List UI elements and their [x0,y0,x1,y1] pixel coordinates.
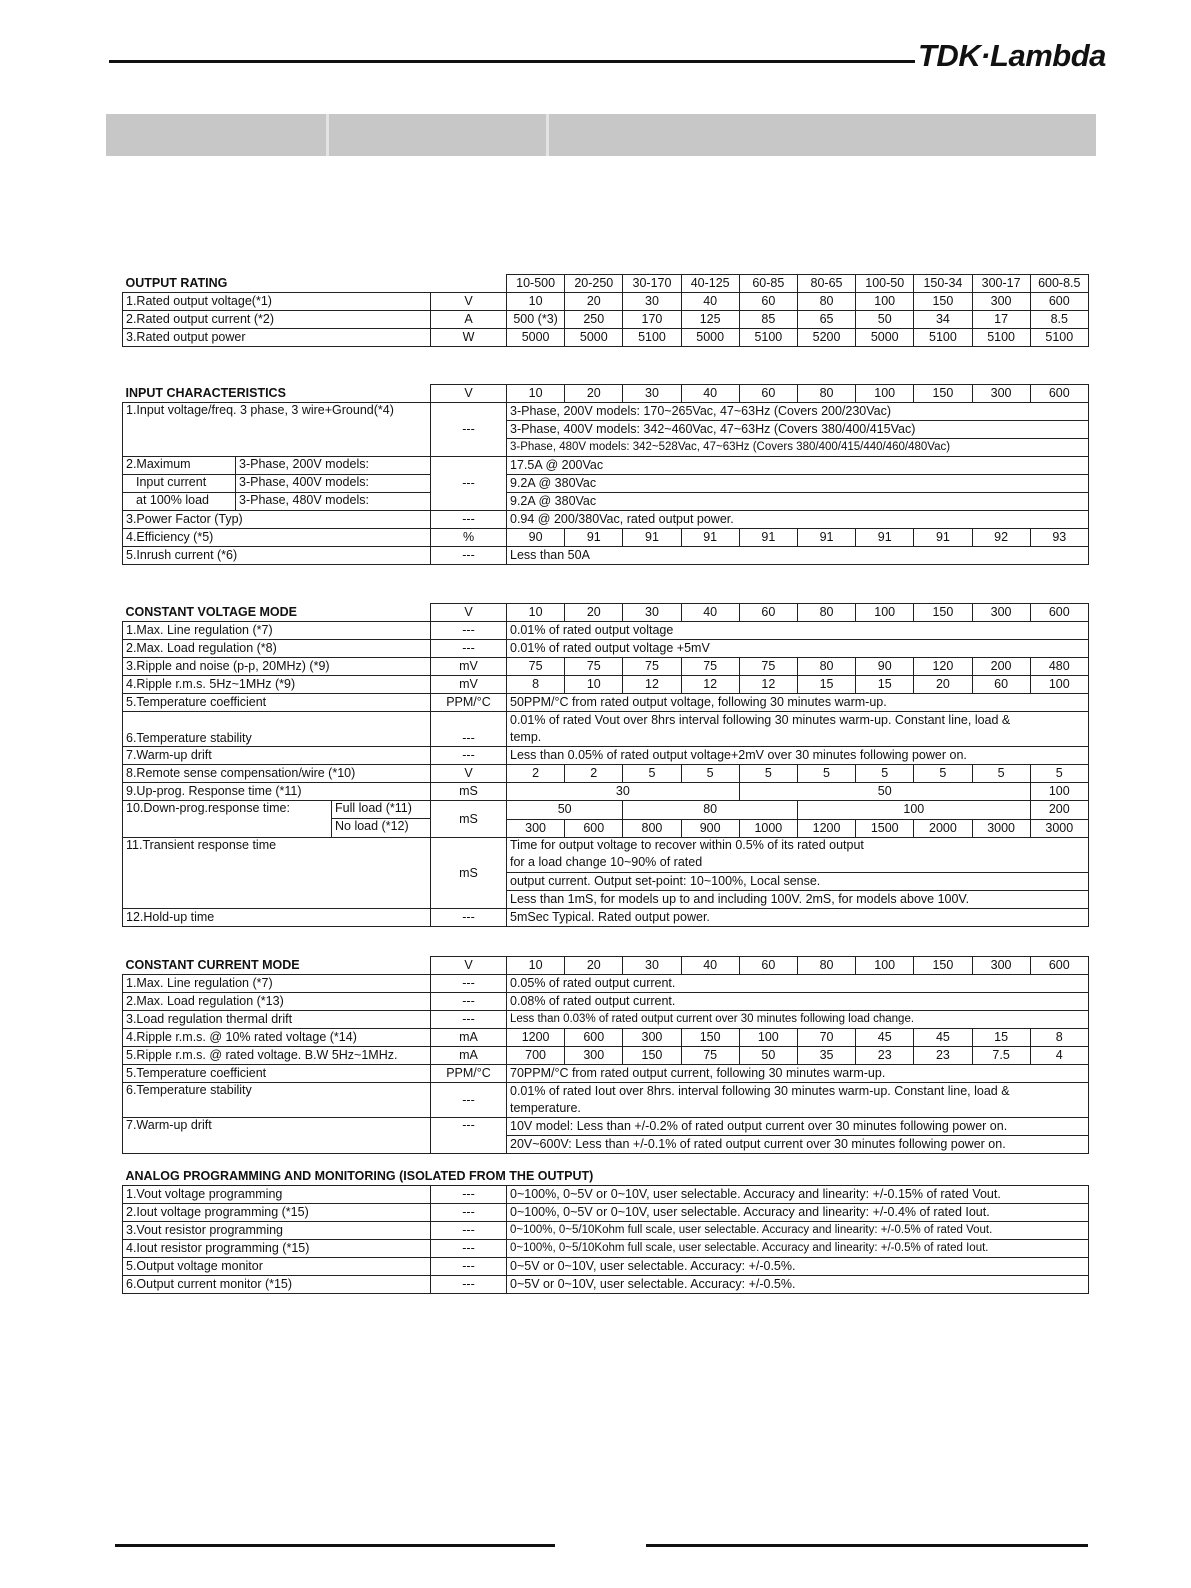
value-cell: 5100 [739,329,797,347]
model-header: 300 [972,957,1030,975]
cv-title: CONSTANT VOLTAGE MODE [123,604,431,622]
unit-cell: mS [431,838,507,909]
value-cell: 150 [914,293,972,311]
max-current-caption: Input current [136,475,207,489]
model-header: 10 [507,385,565,403]
max-current-label [123,457,431,475]
value-cell: 23 [914,1047,972,1065]
value-cell: 900 [681,819,739,838]
cv-temp-stab-value: 0.01% of rated Vout over 8hrs interval following 30 minutes warm-up. Constant line, load & temp. [507,712,1089,747]
value-cell: 100 [739,1029,797,1047]
cc-ripple10-label: 4.Ripple r.m.s. @ 10% rated voltage (*14) [123,1029,431,1047]
cv-load-reg-value: 0.01% of rated output voltage +5mV [507,640,1089,658]
value-cell: 5 [797,765,855,783]
cc-load-reg-value: 0.08% of rated output current. [507,993,1089,1011]
input-voltage-line: 3-Phase, 480V models: 342~528Vac, 47~63Hz (Covers 380/400/415/440/460/480Vac) [507,439,1089,457]
value-cell: 1200 [507,1029,565,1047]
value-cell: 5 [856,765,914,783]
max-current-caption: at 100% load [136,493,209,507]
cc-title: CONSTANT CURRENT MODE [123,957,431,975]
input-characteristics-table [122,384,1089,565]
unit-cell: --- [431,1204,507,1222]
value-cell: 100 [1030,783,1088,801]
value-cell: 8 [507,676,565,694]
unit-cell: V [431,765,507,783]
value-cell: 1000 [739,819,797,838]
value-cell: 100 [1030,676,1088,694]
cc-warmup-line: 20V~600V: Less than +/-0.1% of rated output current over 30 minutes following power on. [507,1136,1089,1154]
model-header: 600 [1030,385,1088,403]
analog-row-label: 3.Vout resistor programming [123,1222,431,1240]
input-voltage-line: 3-Phase, 400V models: 342~460Vac, 47~63Hz (Covers 380/400/415Vac) [507,421,1089,439]
transient-line: Time for output voltage to recover within 0.5% of its rated output [510,838,864,852]
unit-cell: PPM/°C [431,1065,507,1083]
power-factor-value: 0.94 @ 200/380Vac, rated output power. [507,511,1089,529]
value-cell: 700 [507,1047,565,1065]
cv-downprog-label [123,801,431,838]
value-cell: 17 [972,311,1030,329]
cv-ripple-rms-label: 4.Ripple r.m.s. 5Hz~1MHz (*9) [123,676,431,694]
cv-ripple-pp-label: 3.Ripple and noise (p-p, 20MHz) (*9) [123,658,431,676]
max-current-label [123,493,431,511]
cv-holdup-value: 5mSec Typical. Rated output power. [507,909,1089,927]
unit-cell: --- [431,747,507,765]
cc-warmup-line: 10V model: Less than +/-0.2% of rated output current over 30 minutes following power on. [507,1118,1089,1136]
model-header: 20 [565,957,623,975]
unit-cell: A [431,311,507,329]
downprog-caption: 10.Down-prog.response time: [126,801,290,815]
output-row-label: 1.Rated output voltage(*1) [123,293,431,311]
value-cell: 1500 [856,819,914,838]
cc-thermal-label: 3.Load regulation thermal drift [123,1011,431,1029]
value-cell: 3000 [972,819,1030,838]
cc-temp-stab-label: 6.Temperature stability [123,1083,431,1118]
model-header: 40 [681,385,739,403]
cv-warmup-value: Less than 0.05% of rated output voltage+2mV over 30 minutes following power on. [507,747,1089,765]
value-cell: 10 [507,293,565,311]
model-header: 30-170 [623,275,681,293]
model-header: 600-8.5 [1030,275,1088,293]
cc-thermal-value: Less than 0.03% of rated output current over 30 minutes following load change. [507,1011,1089,1029]
value-cell: 250 [565,311,623,329]
model-header: 150 [914,604,972,622]
value-cell: 90 [507,529,565,547]
value-cell: 8 [1030,1029,1088,1047]
value-cell: 5100 [972,329,1030,347]
efficiency-label: 4.Efficiency (*5) [123,529,431,547]
unit-cell: --- [431,457,507,511]
unit-cell: --- [431,1118,507,1154]
analog-row-value: 0~5V or 0~10V, user selectable. Accuracy: +/-0.5%. [507,1276,1089,1294]
value-cell: 600 [1030,293,1088,311]
value-cell: 2 [507,765,565,783]
input-voltage-line: 3-Phase, 200V models: 170~265Vac, 47~63Hz (Covers 200/230Vac) [507,403,1089,421]
cc-line-reg-label: 1.Max. Line regulation (*7) [123,975,431,993]
model-header: 300 [972,385,1030,403]
inrush-label: 5.Inrush current (*6) [123,547,431,565]
model-header: 40 [681,957,739,975]
value-cell: 125 [681,311,739,329]
cv-line-reg-value: 0.01% of rated output voltage [507,622,1089,640]
value-cell: 91 [565,529,623,547]
value-cell: 20 [914,676,972,694]
value-cell: 80 [797,658,855,676]
value-cell: 80 [797,293,855,311]
model-header: 100 [856,385,914,403]
value-cell: 500 (*3) [507,311,565,329]
model-header: 100-50 [856,275,914,293]
model-header: 20 [565,385,623,403]
value-cell: 480 [1030,658,1088,676]
cv-temp-coef-label: 5.Temperature coefficient [123,694,431,712]
model-header: 30 [623,385,681,403]
model-header: 30 [623,957,681,975]
value-cell: 20 [565,293,623,311]
power-factor-label: 3.Power Factor (Typ) [123,511,431,529]
value-cell: 80 [623,801,798,820]
cc-temp-coef-label: 5.Temperature coefficient [123,1065,431,1083]
value-cell: 800 [623,819,681,838]
unit-cell: V [431,957,507,975]
model-header: 20-250 [565,275,623,293]
value-cell: 5200 [797,329,855,347]
cv-holdup-label: 12.Hold-up time [123,909,431,927]
phase-model-label: 3-Phase, 480V models: [235,493,430,510]
analog-programming-table [122,1168,1089,1294]
transient-line: output current. Output set-point: 10~100%, Local sense. [507,873,1089,891]
value-cell: 12 [739,676,797,694]
footer-rule-left [115,1544,555,1547]
model-header: 60 [739,604,797,622]
value-cell: 1200 [797,819,855,838]
cv-temp-coef-value: 50PPM/°C from rated output voltage, following 30 minutes warm-up. [507,694,1089,712]
value-cell: 10 [565,676,623,694]
value-cell: 150 [623,1047,681,1065]
cv-transient-value [507,838,1089,873]
cv-temp-stab-label: 6.Temperature stability [123,712,431,747]
model-header: 300-17 [972,275,1030,293]
unit-cell: mA [431,1047,507,1065]
model-header: 80 [797,385,855,403]
value-cell: 8.5 [1030,311,1088,329]
unit-cell: W [431,329,507,347]
value-cell: 75 [739,658,797,676]
unit-cell: --- [431,1258,507,1276]
model-header: 40-125 [681,275,739,293]
model-header: 600 [1030,957,1088,975]
value-cell: 34 [914,311,972,329]
analog-row-value: 0~100%, 0~5V or 0~10V, user selectable. Accuracy and linearity: +/-0.15% of rated Vout. [507,1186,1089,1204]
value-cell: 5 [1030,765,1088,783]
unit-cell: % [431,529,507,547]
unit-cell: V [431,385,507,403]
value-cell: 91 [856,529,914,547]
analog-row-label: 4.Iout resistor programming (*15) [123,1240,431,1258]
cc-warmup-label: 7.Warm-up drift [123,1118,431,1154]
model-header: 20 [565,604,623,622]
max-current-value: 17.5A @ 200Vac [507,457,1089,475]
full-load-label: Full load (*11) [332,801,430,819]
value-cell: 92 [972,529,1030,547]
value-cell: 60 [972,676,1030,694]
value-cell: 12 [681,676,739,694]
value-cell: 5 [914,765,972,783]
value-cell: 23 [856,1047,914,1065]
analog-row-label: 6.Output current monitor (*15) [123,1276,431,1294]
cv-transient-label: 11.Transient response time [123,838,431,909]
unit-cell: --- [431,1083,507,1118]
unit-cell: mV [431,676,507,694]
unit-cell: --- [431,1011,507,1029]
value-cell: 170 [623,311,681,329]
unit-cell: --- [431,1222,507,1240]
model-header: 80 [797,957,855,975]
value-cell: 5100 [1030,329,1088,347]
unit-cell: --- [431,1186,507,1204]
output-rating-title: OUTPUT RATING [123,275,431,293]
value-cell: 91 [681,529,739,547]
analog-title: ANALOG PROGRAMMING AND MONITORING (ISOLATED FROM THE OUTPUT) [123,1168,1089,1186]
value-cell: 15 [972,1029,1030,1047]
output-rating-table [122,274,1089,347]
unit-cell: --- [431,1240,507,1258]
unit-cell: --- [431,909,507,927]
cv-remote-sense-label: 8.Remote sense compensation/wire (*10) [123,765,431,783]
value-cell: 90 [856,658,914,676]
analog-row-value: 0~100%, 0~5/10Kohm full scale, user selectable. Accuracy and linearity: +/-0.5% of rated Vout. [507,1222,1089,1240]
value-cell: 93 [1030,529,1088,547]
no-load-label: No load (*12) [335,819,409,833]
value-cell: 4 [1030,1047,1088,1065]
analog-row-label: 1.Vout voltage programming [123,1186,431,1204]
value-cell: 300 [507,819,565,838]
model-header: 60 [739,385,797,403]
cc-load-reg-label: 2.Max. Load regulation (*13) [123,993,431,1011]
unit-cell: V [431,293,507,311]
value-cell: 600 [565,819,623,838]
analog-row-value: 0~100%, 0~5V or 0~10V, user selectable. Accuracy and linearity: +/-0.4% of rated Iout. [507,1204,1089,1222]
model-header: 100 [856,604,914,622]
value-cell: 100 [856,293,914,311]
value-cell: 50 [739,783,1030,801]
inrush-value: Less than 50A [507,547,1089,565]
header-rule [109,60,915,63]
constant-voltage-table [122,603,1089,927]
value-cell: 75 [681,658,739,676]
model-header: 150-34 [914,275,972,293]
cc-line-reg-value: 0.05% of rated output current. [507,975,1089,993]
unit-cell: --- [431,622,507,640]
value-cell: 45 [856,1029,914,1047]
cc-temp-stab-value: 0.01% of rated Iout over 8hrs. interval following 30 minutes warm-up. Constant line, load & temperature. [507,1083,1089,1118]
cv-line-reg-label: 1.Max. Line regulation (*7) [123,622,431,640]
value-cell: 5 [681,765,739,783]
value-cell: 2 [565,765,623,783]
value-cell: 300 [565,1047,623,1065]
model-header: 60-85 [739,275,797,293]
cv-warmup-label: 7.Warm-up drift [123,747,431,765]
value-cell: 45 [914,1029,972,1047]
value-cell: 15 [797,676,855,694]
model-header: 30 [623,604,681,622]
model-header: 150 [914,957,972,975]
max-current-caption: 2.Maximum [126,457,191,471]
value-cell: 5 [972,765,1030,783]
unit-cell: V [431,604,507,622]
analog-row-value: 0~5V or 0~10V, user selectable. Accuracy: +/-0.5%. [507,1258,1089,1276]
value-cell: 5000 [856,329,914,347]
model-header: 10 [507,957,565,975]
footer-rule-right [646,1544,1088,1547]
value-cell: 300 [972,293,1030,311]
section-title-band [106,114,1096,156]
input-voltage-label: 1.Input voltage/freq. 3 phase, 3 wire+Ground(*4) [123,403,431,457]
cc-temp-coef-value: 70PPM/°C from rated output current, following 30 minutes warm-up. [507,1065,1089,1083]
model-header: 300 [972,604,1030,622]
value-cell: 50 [507,801,623,820]
value-cell: 200 [972,658,1030,676]
max-current-value: 9.2A @ 380Vac [507,475,1089,493]
model-header: 80 [797,604,855,622]
cv-upprog-label: 9.Up-prog. Response time (*11) [123,783,431,801]
value-cell: 30 [623,293,681,311]
unit-cell [431,275,507,293]
model-header: 600 [1030,604,1088,622]
value-cell: 75 [507,658,565,676]
unit-cell: --- [431,975,507,993]
transient-line: for a load change 10~90% of rated [510,855,703,869]
unit-cell: --- [431,712,507,747]
max-current-label [123,475,431,493]
value-cell: 35 [797,1047,855,1065]
value-cell: 300 [623,1029,681,1047]
transient-line: Less than 1mS, for models up to and including 100V. 2mS, for models above 100V. [507,891,1089,909]
max-current-value: 9.2A @ 380Vac [507,493,1089,511]
model-header: 10 [507,604,565,622]
value-cell: 120 [914,658,972,676]
model-header: 150 [914,385,972,403]
cv-load-reg-label: 2.Max. Load regulation (*8) [123,640,431,658]
value-cell: 3000 [1030,819,1088,838]
analog-row-label: 2.Iout voltage programming (*15) [123,1204,431,1222]
value-cell: 5000 [507,329,565,347]
unit-cell: mV [431,658,507,676]
value-cell: 91 [797,529,855,547]
unit-cell: --- [431,547,507,565]
value-cell: 75 [681,1047,739,1065]
value-cell: 600 [565,1029,623,1047]
phase-model-label: 3-Phase, 400V models: [235,475,430,492]
value-cell: 91 [914,529,972,547]
value-cell: 50 [739,1047,797,1065]
value-cell: 91 [623,529,681,547]
value-cell: 200 [1030,801,1088,820]
value-cell: 5100 [623,329,681,347]
value-cell: 150 [681,1029,739,1047]
output-row-label: 3.Rated output power [123,329,431,347]
value-cell: 15 [856,676,914,694]
unit-cell: mA [431,1029,507,1047]
unit-cell: --- [431,511,507,529]
cc-ripple-rated-label: 5.Ripple r.m.s. @ rated voltage. B.W 5Hz~1MHz. [123,1047,431,1065]
value-cell: 75 [623,658,681,676]
value-cell: 60 [739,293,797,311]
value-cell: 5000 [565,329,623,347]
phase-model-label: 3-Phase, 200V models: [235,457,430,474]
unit-cell: --- [431,1276,507,1294]
model-header: 60 [739,957,797,975]
value-cell: 2000 [914,819,972,838]
input-title: INPUT CHARACTERISTICS [123,385,431,403]
unit-cell: mS [431,801,507,838]
value-cell: 70 [797,1029,855,1047]
value-cell: 7.5 [972,1047,1030,1065]
value-cell: 91 [739,529,797,547]
analog-row-value: 0~100%, 0~5/10Kohm full scale, user selectable. Accuracy and linearity: +/-0.5% of rated Iout. [507,1240,1089,1258]
value-cell: 5000 [681,329,739,347]
value-cell: 5100 [914,329,972,347]
constant-current-table [122,956,1089,1154]
unit-cell: mS [431,783,507,801]
analog-row-label: 5.Output voltage monitor [123,1258,431,1276]
value-cell: 85 [739,311,797,329]
value-cell: 75 [565,658,623,676]
model-header: 80-65 [797,275,855,293]
value-cell: 30 [507,783,740,801]
value-cell: 12 [623,676,681,694]
value-cell: 5 [739,765,797,783]
value-cell: 100 [797,801,1030,820]
unit-cell: --- [431,403,507,457]
unit-cell: --- [431,640,507,658]
model-header: 10-500 [507,275,565,293]
value-cell: 65 [797,311,855,329]
unit-cell: PPM/°C [431,694,507,712]
model-header: 40 [681,604,739,622]
value-cell: 5 [623,765,681,783]
value-cell: 50 [856,311,914,329]
output-row-label: 2.Rated output current (*2) [123,311,431,329]
tdk-lambda-logo: TDK·Lambda [918,38,1106,73]
model-header: 100 [856,957,914,975]
value-cell: 40 [681,293,739,311]
unit-cell: --- [431,993,507,1011]
